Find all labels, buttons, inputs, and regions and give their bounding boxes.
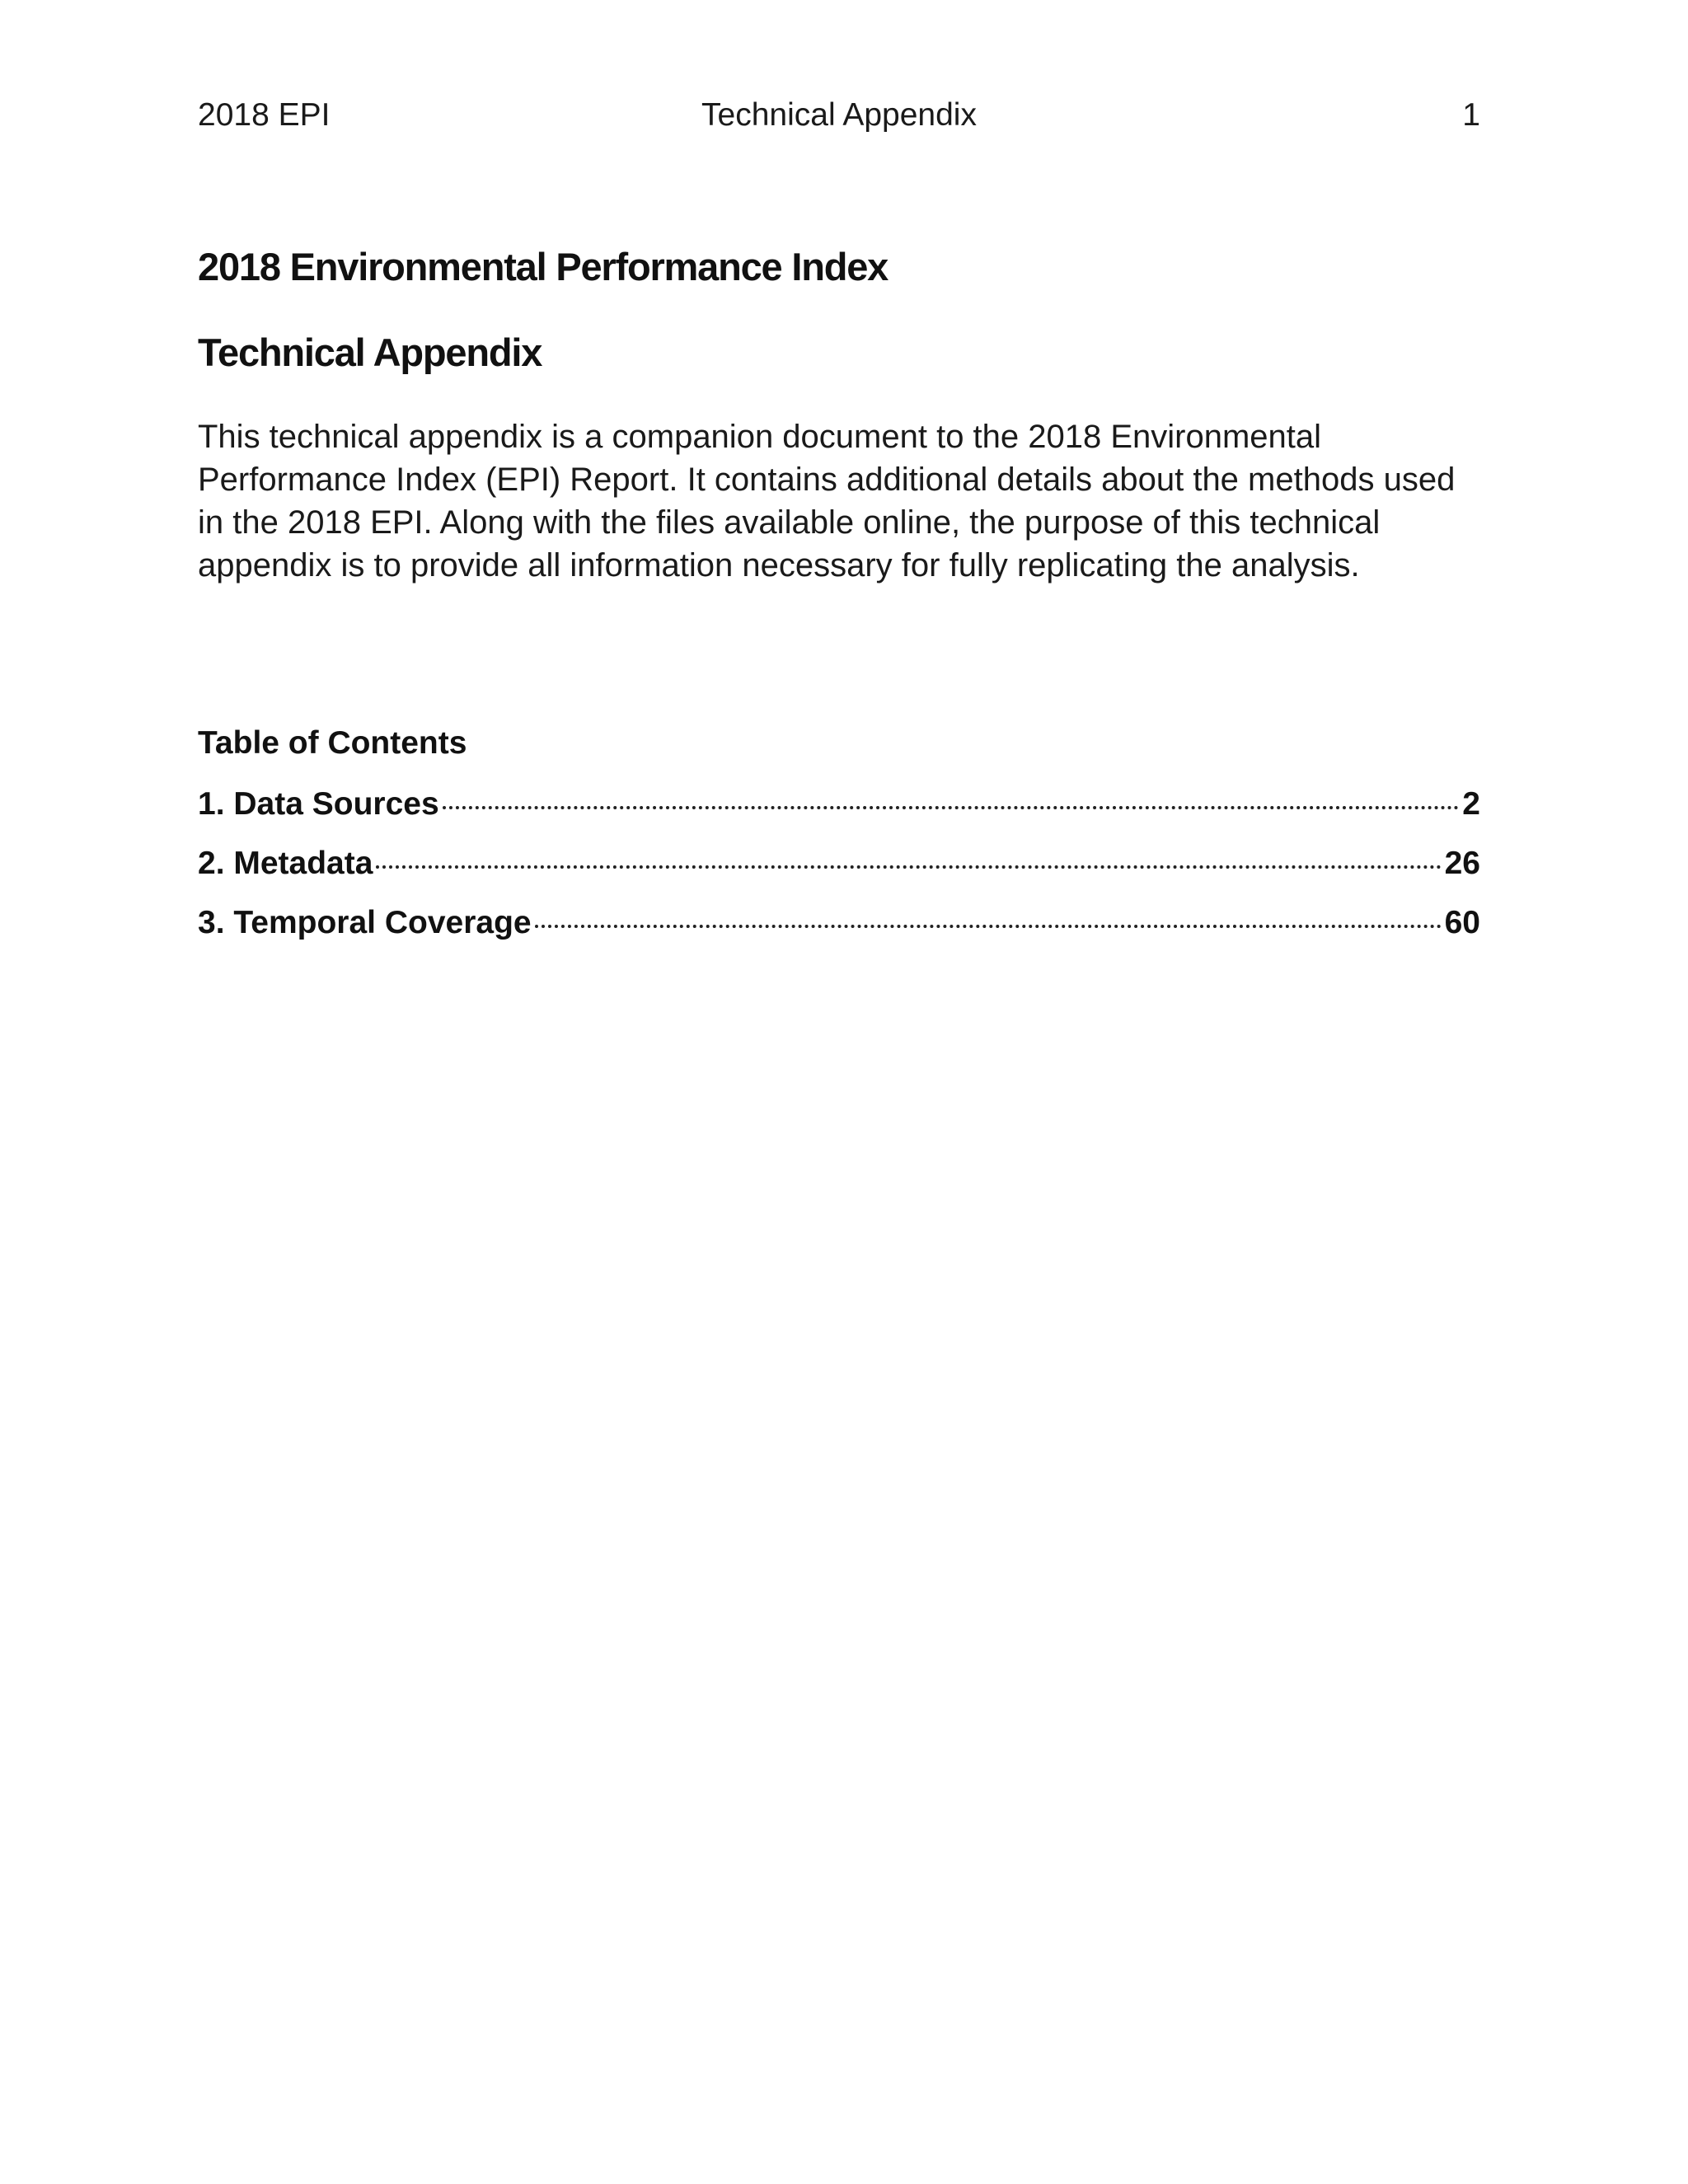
document-title: 2018 Environmental Performance Index xyxy=(198,245,889,288)
toc-entry-label: 1. Data Sources xyxy=(198,786,439,822)
toc-dot-leader xyxy=(443,806,1460,809)
header-center-text: Technical Appendix xyxy=(701,97,977,133)
header-page-number: 1 xyxy=(1462,97,1480,133)
header-left-text: 2018 EPI xyxy=(198,97,331,133)
intro-paragraph: This technical appendix is a companion document to the 2018 Environmental Performance Index (EPI) Report. It contains additional details about the methods used in the 2018 EPI. Along with the files available online, the purpose of this technical appendix is to provide all information necessary for fully replicating the analysis. xyxy=(198,419,1456,583)
table-of-contents xyxy=(198,786,1480,964)
toc-entry-page: 26 xyxy=(1444,846,1480,881)
running-header xyxy=(198,97,1480,143)
toc-entry-metadata[interactable] xyxy=(198,846,1480,905)
toc-dot-leader xyxy=(535,925,1442,928)
toc-heading: Table of Contents xyxy=(198,725,467,761)
toc-entry-page: 2 xyxy=(1462,786,1480,822)
toc-entry-data-sources[interactable] xyxy=(198,786,1480,846)
toc-entry-page: 60 xyxy=(1444,905,1480,940)
toc-entry-label: 3. Temporal Coverage xyxy=(198,905,532,940)
toc-dot-leader xyxy=(376,865,1441,869)
document-subtitle: Technical Appendix xyxy=(198,330,542,374)
toc-entry-temporal-coverage[interactable] xyxy=(198,905,1480,964)
toc-entry-label: 2. Metadata xyxy=(198,846,373,881)
